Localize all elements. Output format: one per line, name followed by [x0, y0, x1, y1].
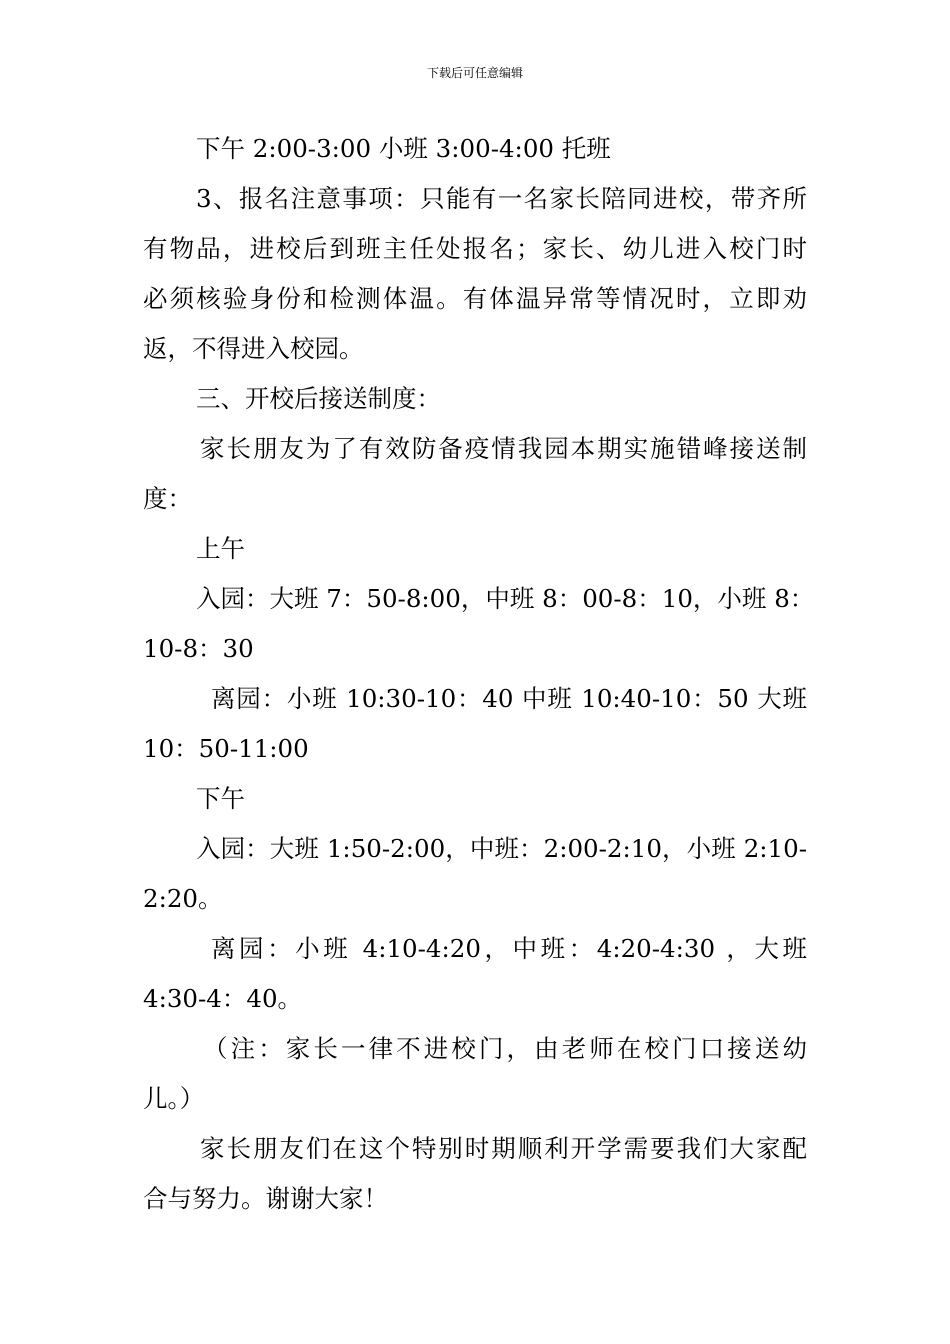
text-line: 返，不得进入校园。: [143, 334, 364, 363]
document-body: [143, 124, 815, 1224]
text-line: 度：: [143, 484, 192, 513]
text-line: 下午: [196, 784, 245, 813]
text-line: 下午 2:00-3:00 小班 3:00-4:00 托班: [196, 134, 611, 163]
text-line: 有物品，进校后到班主任处报名；家长、幼儿进入校门时: [143, 234, 807, 263]
text-line: 家长朋友们在这个特别时期顺利开学需要我们大家配: [200, 1134, 807, 1163]
text-line: 合与努力。谢谢大家！: [143, 1184, 388, 1213]
text-line: 10-8：30: [143, 634, 254, 663]
text-line: 4:30-4：40。: [143, 984, 303, 1013]
text-line: 入园：大班 1:50-2:00，中班：2:00-2:10，小班 2:10-: [196, 834, 807, 863]
text-line: 家长朋友为了有效防备疫情我园本期实施错峰接送制: [200, 434, 807, 463]
text-line: 3、报名注意事项：只能有一名家长陪同进校，带齐所: [196, 184, 807, 213]
page-header: 下载后可任意编辑: [426, 66, 523, 80]
text-line: 必须核验身份和检测体温。有体温异常等情况时，立即劝: [143, 284, 807, 313]
text-line: 2:20。: [143, 884, 223, 913]
text-line: 离园：小班 10:30-10：40 中班 10:40-10：50 大班: [211, 684, 807, 713]
text-line: 上午: [196, 534, 245, 563]
text-line: 儿。）: [143, 1084, 205, 1113]
text-line: 10：50-11:00: [143, 734, 309, 763]
text-line: 入园：大班 7：50-8:00，中班 8：00-8：10，小班 8：: [196, 584, 815, 613]
text-line: 离园：小班 4:10-4:20，中班：4:20-4:30 ，大班: [211, 934, 807, 963]
text-line: （注：家长一律不进校门，由老师在校门口接送幼: [203, 1034, 807, 1063]
section-heading: 三、开校后接送制度：: [196, 384, 441, 413]
